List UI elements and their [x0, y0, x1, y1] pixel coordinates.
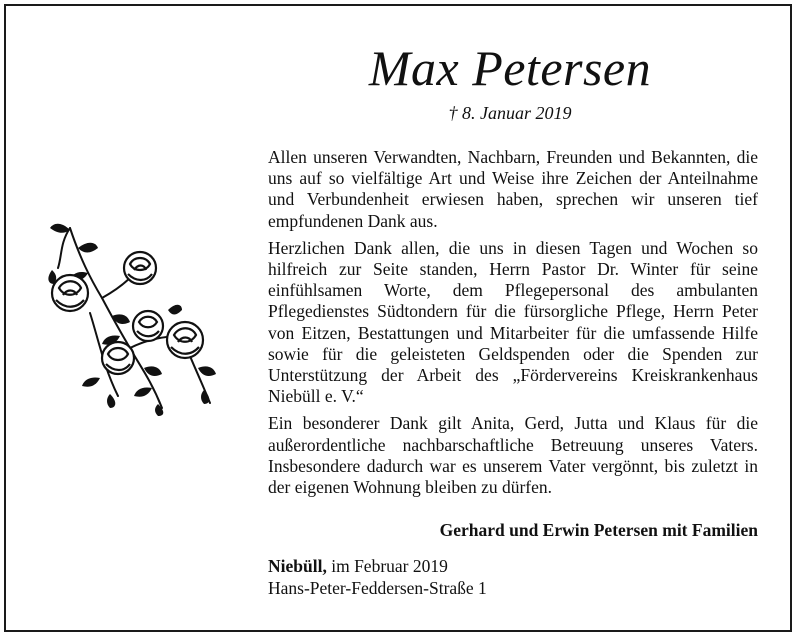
paragraph-acknowledgements: Herzlichen Dank allen, die uns in diesen Tagen und Wochen so hilfreich zur Seite standen, Herrn Pastor Dr. Winter für seine einfühlsamen Worte, dem Pflegepersonal des ambulanten Pflegedienstes Südtondern für die fürsorgliche Pflege, Herrn Peter von Eitzen, Bestattungen und Mitarbeiter für die umfassende Hilfe sowie für die geleisteten Geldspenden oder die Spenden zur Unterstützung der Arbeit des „Fördervereins Kreiskrankenhaus Niebüll e. V.“	[268, 237, 758, 407]
place-date-line	[268, 555, 758, 577]
place-date: im Februar 2019	[326, 556, 448, 576]
paragraph-thanks: Allen unseren Verwandten, Nachbarn, Freunden und Bekannten, die uns auf so vielfältige Art und Weise ihre Zeichen der Anteilnahme und Verbundenheit erwiesen haben, sprechen wir unseren tief empfundenen Dank aus.	[268, 147, 758, 231]
place-and-address	[268, 555, 758, 599]
death-date: † 8. Januar 2019	[448, 103, 572, 123]
notice-body	[268, 147, 758, 504]
place-name: Niebüll,	[268, 556, 327, 576]
street-address: Hans-Peter-Feddersen-Straße 1	[268, 578, 487, 598]
family-signature: Gerhard und Erwin Petersen mit Familien	[439, 520, 758, 540]
roses-illustration-icon	[40, 218, 230, 418]
paragraph-special-thanks: Ein besonderer Dank gilt Anita, Gerd, Jutta und Klaus für die außerordentliche nachbarschaftliche Betreuung unseres Vaters. Insbesondere dadurch war es unserem Vater vergönnt, bis zuletzt in der eigenen Wohnung bleiben zu dürfen.	[268, 413, 758, 498]
deceased-name: Max Petersen	[368, 40, 652, 96]
